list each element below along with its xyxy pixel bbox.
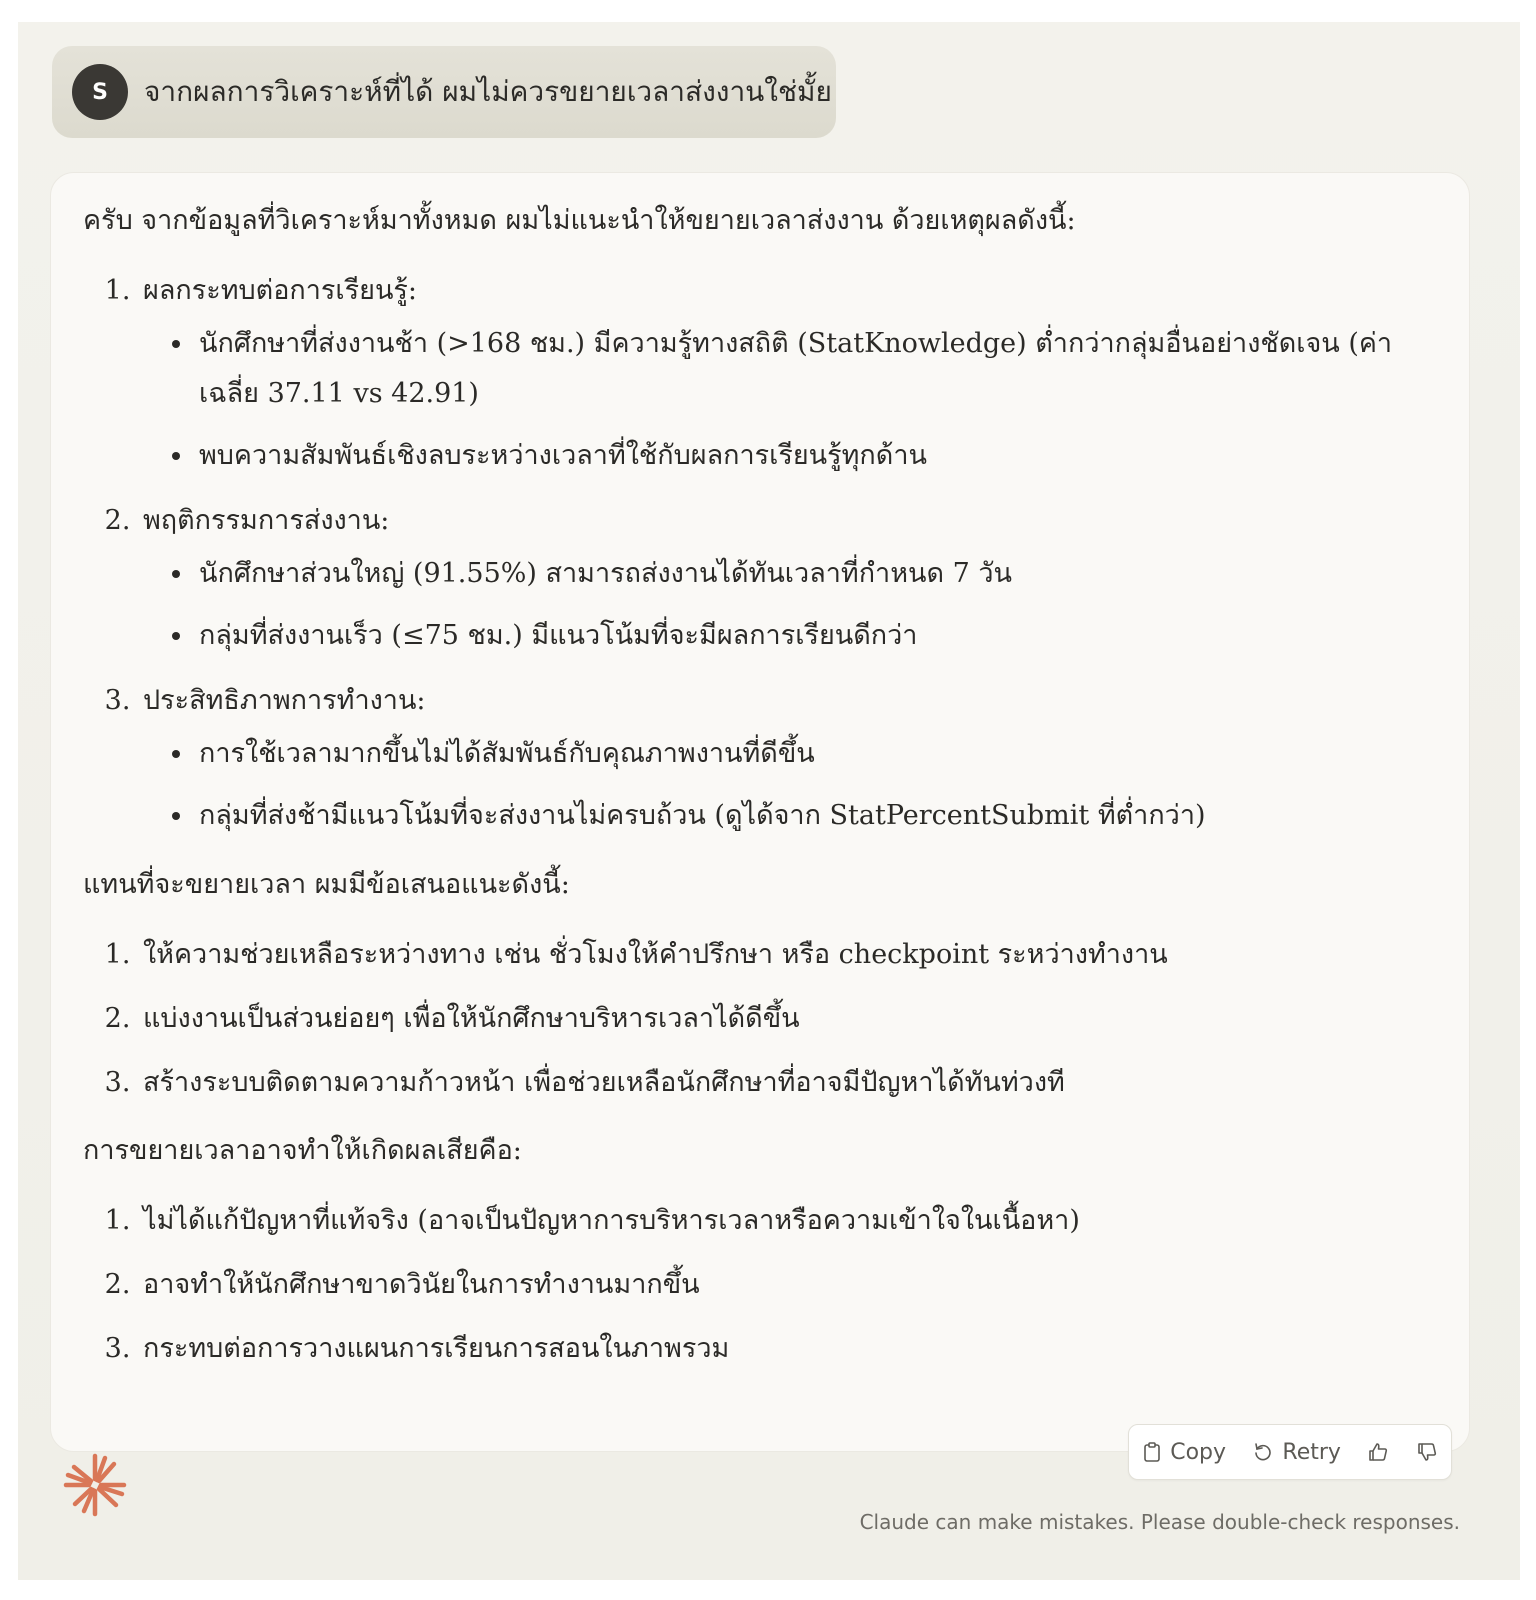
response-intro: ครับ จากข้อมูลที่วิเคราะห์มาทั้งหมด ผมไม่แนะนำให้ขยายเวลาส่งงาน ด้วยเหตุผลดังนี้: xyxy=(83,205,1076,236)
suggestions-list xyxy=(83,931,1437,1107)
reason-item xyxy=(139,677,1437,841)
claude-logo-icon xyxy=(62,1452,128,1518)
thumbs-up-icon xyxy=(1367,1441,1389,1463)
reason-title: พฤติกรรมการส่งงาน: xyxy=(143,505,390,536)
thumbs-down-icon xyxy=(1416,1441,1438,1463)
reason-bullets xyxy=(143,319,1437,481)
user-avatar[interactable]: S xyxy=(72,64,128,120)
suggestion-item: 1. ให้ความช่วยเหลือระหว่างทาง เช่น ชั่วโมงให้คำปรึกษา หรือ checkpoint ระหว่างทำงาน xyxy=(139,931,1437,979)
drawback-item: 3. กระทบต่อการวางแผนการเรียนการสอนในภาพรวม xyxy=(139,1325,1437,1373)
retry-label: Retry xyxy=(1282,1439,1341,1465)
suggestion-item: 2. แบ่งงานเป็นส่วนย่อยๆ เพื่อให้นักศึกษาบริหารเวลาได้ดีขึ้น xyxy=(139,995,1437,1043)
reason-bullet: • นักศึกษาที่ส่งงานช้า (>168 ชม.) มีความรู้ทางสถิติ (StatKnowledge) ต่ำกว่ากลุ่มอื่นอย่างชัดเจน (ค่าเฉลี่ย 37.11 vs 42.91) xyxy=(195,319,1437,419)
reason-bullet: • กลุ่มที่ส่งช้ามีแนวโน้มที่จะส่งงานไม่ครบถ้วน (ดูได้จาก StatPercentSubmit ที่ต่ำกว่า) xyxy=(195,791,1437,841)
reason-title: ประสิทธิภาพการทำงาน: xyxy=(143,685,426,716)
reason-bullet: • พบความสัมพันธ์เชิงลบระหว่างเวลาที่ใช้กับผลการเรียนรู้ทุกด้าน xyxy=(195,431,1437,481)
user-message xyxy=(52,46,836,138)
retry-icon xyxy=(1252,1441,1274,1463)
clipboard-icon xyxy=(1142,1441,1162,1463)
reason-bullet: • นักศึกษาส่วนใหญ่ (91.55%) สามารถส่งงานได้ทันเวลาที่กำหนด 7 วัน xyxy=(195,549,1437,599)
thumbs-down-button[interactable] xyxy=(1416,1441,1438,1463)
retry-button[interactable] xyxy=(1252,1440,1341,1465)
user-message-text: จากผลการวิเคราะห์ที่ได้ ผมไม่ควรขยายเวลาส่งงานใช่มั้ย xyxy=(144,75,832,108)
reasons-list xyxy=(83,267,1437,841)
suggestion-item: 3. สร้างระบบติดตามความก้าวหน้า เพื่อช่วยเหลือนักศึกษาที่อาจมีปัญหาได้ทันท่วงที xyxy=(139,1059,1437,1107)
reason-title: ผลกระทบต่อการเรียนรู้: xyxy=(143,275,418,306)
reason-bullet: • การใช้เวลามากขึ้นไม่ได้สัมพันธ์กับคุณภาพงานที่ดีขึ้น xyxy=(195,729,1437,779)
chat-window xyxy=(18,22,1520,1580)
copy-button[interactable] xyxy=(1142,1440,1226,1465)
reason-item xyxy=(139,267,1437,481)
disclaimer-text: Claude can make mistakes. Please double-check responses. xyxy=(859,1510,1460,1534)
reason-bullets xyxy=(143,729,1437,841)
drawback-item: 2. อาจทำให้นักศึกษาขาดวินัยในการทำงานมากขึ้น xyxy=(139,1261,1437,1309)
suggestions-intro: แทนที่จะขยายเวลา ผมมีข้อเสนอแนะดังนี้: xyxy=(83,869,570,900)
drawback-item: 1. ไม่ได้แก้ปัญหาที่แท้จริง (อาจเป็นปัญหาการบริหารเวลาหรือความเข้าใจในเนื้อหา) xyxy=(139,1197,1437,1245)
reason-item xyxy=(139,497,1437,661)
drawbacks-intro: การขยายเวลาอาจทำให้เกิดผลเสียคือ: xyxy=(83,1135,522,1166)
drawbacks-list xyxy=(83,1197,1437,1373)
thumbs-up-button[interactable] xyxy=(1367,1441,1389,1463)
reason-bullets xyxy=(143,549,1437,661)
reason-bullet: • กลุ่มที่ส่งงานเร็ว (≤75 ชม.) มีแนวโน้มที่จะมีผลการเรียนดีกว่า xyxy=(195,611,1437,661)
assistant-response xyxy=(50,172,1470,1452)
copy-label: Copy xyxy=(1170,1439,1227,1465)
message-actions xyxy=(1128,1424,1452,1480)
